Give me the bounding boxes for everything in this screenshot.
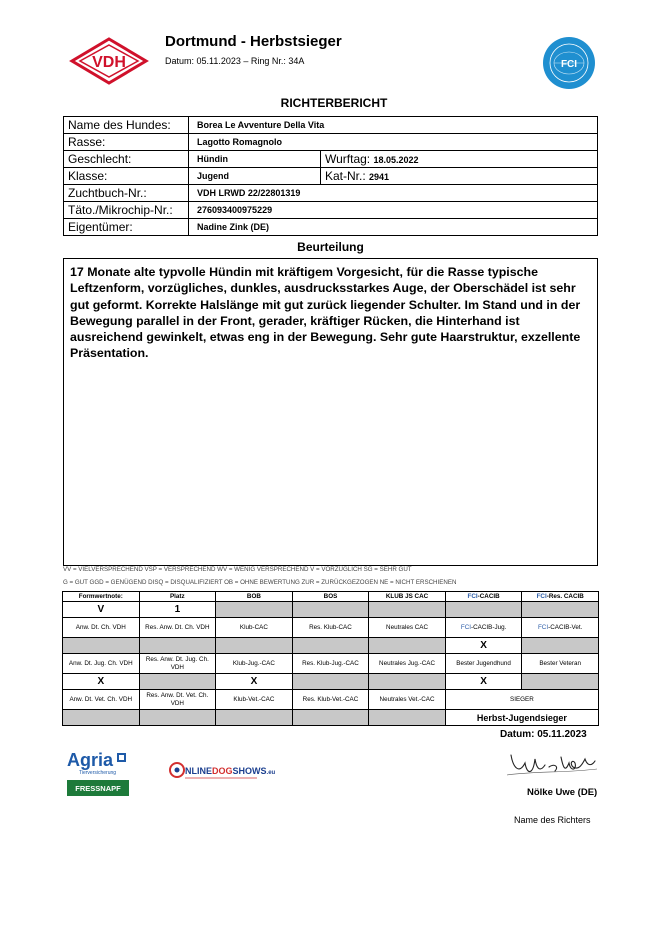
- agria-logo-text: Agria: [67, 750, 114, 770]
- page-title: Dortmund - Herbstsieger: [165, 33, 342, 50]
- studbook-label: Zuchtbuch-Nr.:: [64, 185, 189, 202]
- klub-jug-cac-value: X: [216, 674, 293, 690]
- breed-label: Rasse:: [64, 134, 189, 151]
- l-klub-vet-cac: Klub-Vet.-CAC: [216, 690, 293, 710]
- h-res-cacib-fci: FCI: [536, 592, 547, 600]
- vdh-logo-text: VDH: [92, 54, 126, 71]
- assessment-text: 17 Monate alte typvolle Hündin mit kräftigem Vorgesicht, für die Rasse typische Leftzenform, vorzügliches, dunkles, ausdrucksstarkes Auge, der Oberschädel ist sehr gut geformt. Korrekte Halslänge mit gut zurück liegender Schulter. Im Stand und in der Bewegung parallel in der Front, gerader, kräftiger Rücken, die Hinterhand ist ausreichend gewinkelt, etwas eng in der Bewegung. Sehr gute Haarstruktur, exzellente Präsentation.: [70, 265, 581, 361]
- res-klub-jug-cac-value: [292, 674, 369, 690]
- anw-ch-value: [63, 638, 140, 654]
- agria-sub-text: Tierversicherung: [79, 770, 117, 776]
- row-name: [64, 117, 598, 134]
- l-anw-ch: Anw. Dt. Ch. VDH: [63, 618, 140, 638]
- h-res-cacib-text: -Res. CACIB: [546, 592, 584, 600]
- grid-value-row-4: [63, 710, 599, 726]
- footer-date: Datum: 05.11.2023: [500, 729, 587, 740]
- fci-logo: [542, 36, 596, 90]
- legend-line-2: G = GUT GGD = GENÜGEND DISQ = DISQUALIFIZIERT OB = OHNE BEWERTUNG ZUR = ZURÜCKGEZOGEN NE = NICHT ERSCHIENEN: [63, 579, 457, 586]
- judge-signature: [505, 745, 600, 783]
- onlinedogshows-logo: [169, 760, 276, 784]
- ods-text-2: DOG: [212, 766, 233, 776]
- h-bob: BOB: [216, 592, 293, 602]
- l-klub-jug-cac: Klub-Jug.-CAC: [216, 654, 293, 674]
- assessment-label: Beurteilung: [297, 240, 364, 254]
- l-cacib-vet: [522, 618, 599, 638]
- bos-value: [292, 602, 369, 618]
- birth-label: Wurftag:: [325, 152, 371, 166]
- row-chip: [64, 202, 598, 219]
- katnr-cell: [321, 168, 598, 185]
- formwert-value: V: [63, 602, 140, 618]
- grid-label-row-2: [63, 618, 599, 638]
- owner-value: Nadine Zink (DE): [189, 219, 598, 236]
- l-klub-cac: Klub-CAC: [216, 618, 293, 638]
- l-cacib-vet-fci: FCI: [537, 623, 549, 631]
- row-owner: [64, 219, 598, 236]
- res-anw-jug-value: [139, 674, 216, 690]
- judge-name: Nölke Uwe (DE): [527, 787, 598, 798]
- svg-text:NLINEDOGSHOWS.eu: [185, 766, 276, 776]
- legend-line-1: VV = VIELVERSPRECHEND VSP = VERSPRECHEND WV = WENIG VERSPRECHEND V = VORZÜGLICH SG = SEHR GUT: [63, 566, 412, 573]
- klub-js-cac-value: [369, 602, 446, 618]
- bob-value: [216, 602, 293, 618]
- res-anw-vet-value: [139, 710, 216, 726]
- h-cacib: [445, 592, 522, 602]
- l-cacib-vet-text: -CACIB-Vet.: [548, 623, 583, 631]
- l-cacib-jug-text: -CACIB-Jug.: [471, 623, 507, 631]
- vdh-logo: [70, 37, 148, 85]
- class-label: Klasse:: [64, 168, 189, 185]
- fci-logo-text: FCI: [560, 59, 578, 70]
- ods-text-1: NLINE: [185, 766, 212, 776]
- ods-text-4: .eu: [266, 770, 276, 776]
- l-cacib-jug: [445, 618, 522, 638]
- judge-label: Name des Richters: [514, 815, 591, 825]
- klub-vet-cac-value: [216, 710, 293, 726]
- neutrales-jug-cac-value: [369, 674, 446, 690]
- grid-label-row-4: [63, 690, 599, 710]
- dog-info-table: [63, 116, 598, 236]
- evaluation-grid: [62, 591, 599, 726]
- res-anw-ch-value: [139, 638, 216, 654]
- sex-value: Hündin: [189, 151, 321, 168]
- cacib-jug-value: X: [445, 638, 522, 654]
- h-bos: BOS: [292, 592, 369, 602]
- l-bester-veteran: Bester Veteran: [522, 654, 599, 674]
- l-neutrales-vet-cac: Neutrales Vet.-CAC: [369, 690, 446, 710]
- bester-jugendhund-value: X: [445, 674, 522, 690]
- platz-value: 1: [139, 602, 216, 618]
- h-formwert: Formwertnote:: [63, 592, 140, 602]
- anw-vet-value: [63, 710, 140, 726]
- class-value: Jugend: [189, 168, 321, 185]
- l-res-klub-cac: Res. Klub-CAC: [292, 618, 369, 638]
- h-cacib-text: -CACIB: [477, 592, 500, 600]
- l-res-klub-vet-cac: Res. Klub-Vet.-CAC: [292, 690, 369, 710]
- l-res-anw-vet: Res. Anw. Dt. Vet. Ch. VDH: [139, 690, 216, 710]
- owner-label: Eigentümer:: [64, 219, 189, 236]
- l-res-anw-jug: Res. Anw. Dt. Jug. Ch. VDH: [139, 654, 216, 674]
- row-breed: [64, 134, 598, 151]
- l-res-klub-jug-cac: Res. Klub-Jug.-CAC: [292, 654, 369, 674]
- h-klub-js-cac: KLUB JS CAC: [369, 592, 446, 602]
- grid-label-row-3: [63, 654, 599, 674]
- h-res-cacib: [522, 592, 599, 602]
- name-value: Borea Le Avventure Della Vita: [189, 117, 598, 134]
- klub-cac-value: [216, 638, 293, 654]
- katnr-label: Kat-Nr.:: [325, 169, 366, 183]
- h-platz: Platz: [139, 592, 216, 602]
- sex-label: Geschlecht:: [64, 151, 189, 168]
- grid-value-row-1: [63, 602, 599, 618]
- chip-label: Täto./Mikrochip-Nr.:: [64, 202, 189, 219]
- h-cacib-fci: FCI: [467, 592, 478, 600]
- report-title: RICHTERBERICHT: [280, 96, 388, 110]
- grid-header-row: [63, 592, 599, 602]
- katnr-value: 2941: [369, 172, 390, 182]
- res-cacib-value: [522, 602, 599, 618]
- grid-value-row-3: [63, 674, 599, 690]
- studbook-value: VDH LRWD 22/22801319: [189, 185, 598, 202]
- neutrales-vet-cac-value: [369, 710, 446, 726]
- l-anw-vet: Anw. Dt. Vet. Ch. VDH: [63, 690, 140, 710]
- bester-veteran-value: [522, 674, 599, 690]
- res-klub-cac-value: [292, 638, 369, 654]
- anw-jug-value: X: [63, 674, 140, 690]
- birth-cell: [321, 151, 598, 168]
- cacib-value: [445, 602, 522, 618]
- page-subtitle: Datum: 05.11.2023 – Ring Nr.: 34A: [165, 56, 305, 66]
- l-res-anw-ch: Res. Anw. Dt. Ch. VDH: [139, 618, 216, 638]
- breed-value: Lagotto Romagnolo: [189, 134, 598, 151]
- name-label: Name des Hundes:: [64, 117, 189, 134]
- row-sex: [64, 151, 598, 168]
- sieger-value: Herbst-Jugendsieger: [445, 710, 598, 726]
- neutrales-cac-value: [369, 638, 446, 654]
- assessment-box: [63, 258, 598, 566]
- ods-text-3: SHOWS: [232, 766, 267, 776]
- l-neutrales-jug-cac: Neutrales Jug.-CAC: [369, 654, 446, 674]
- res-klub-vet-cac-value: [292, 710, 369, 726]
- agria-fressnapf-logo: [67, 749, 129, 799]
- row-studbook: [64, 185, 598, 202]
- grid-value-row-2: [63, 638, 599, 654]
- fressnapf-logo-text: FRESSNAPF: [75, 784, 121, 793]
- l-cacib-jug-fci: FCI: [460, 623, 471, 631]
- cacib-vet-value: [522, 638, 599, 654]
- l-neutrales-cac: Neutrales CAC: [369, 618, 446, 638]
- l-bester-jugendhund: Bester Jugendhund: [445, 654, 522, 674]
- l-sieger: SIEGER: [445, 690, 598, 710]
- birth-value: 18.05.2022: [373, 155, 419, 165]
- l-anw-jug: Anw. Dt. Jug. Ch. VDH: [63, 654, 140, 674]
- chip-value: 276093400975229: [189, 202, 598, 219]
- row-class: [64, 168, 598, 185]
